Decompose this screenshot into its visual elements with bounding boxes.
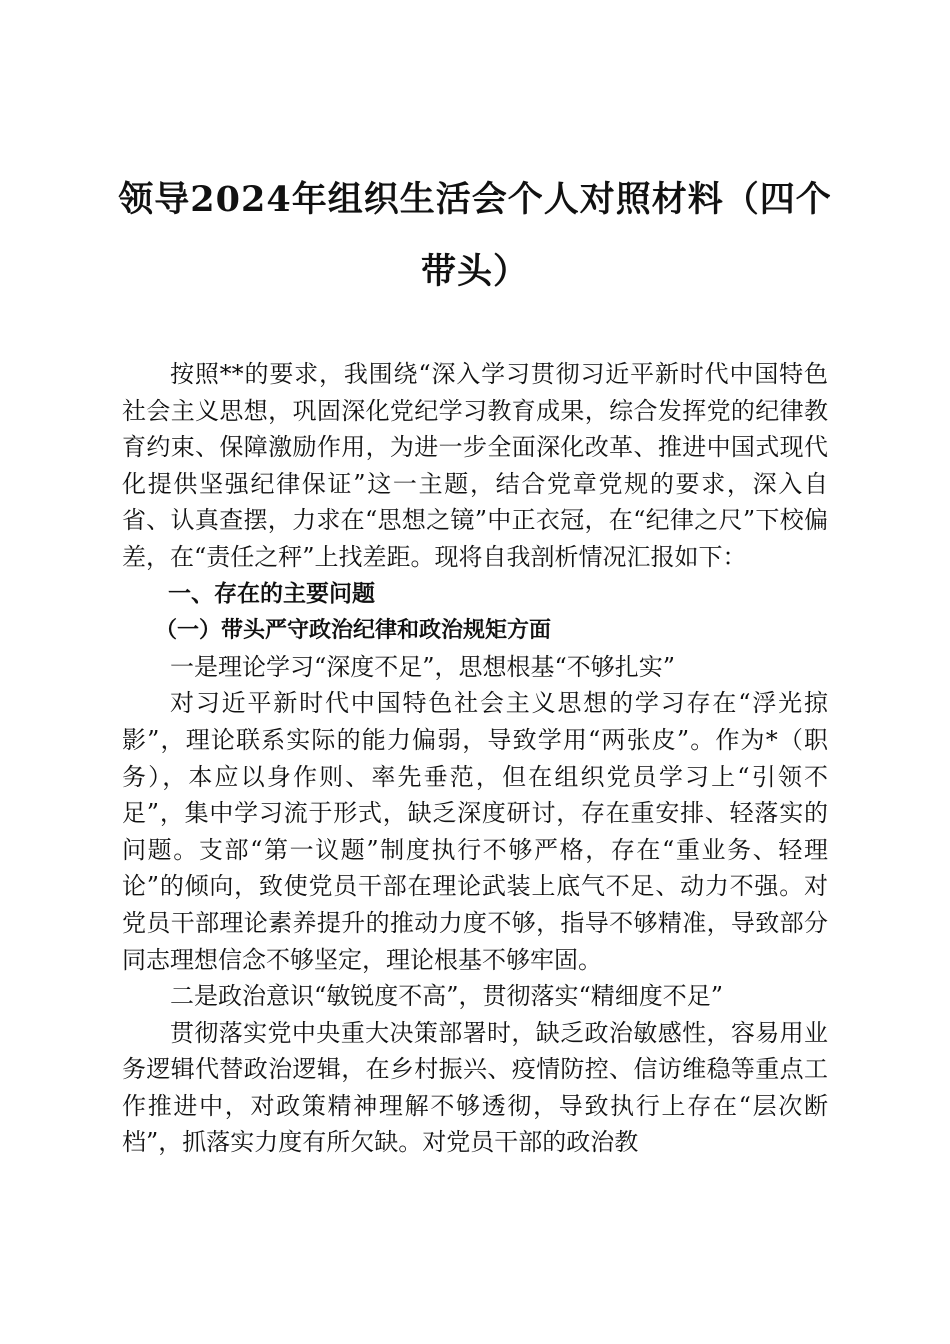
subsection-heading: （一）带头严守政治纪律和政治规矩方面 xyxy=(155,617,552,644)
title-line-2: 带头） xyxy=(420,251,529,292)
point-body-2: 贯彻落实党中央重大决策部署时，缺乏政治敏感性，容易用业务逻辑代替政治逻辑，在乡村振兴、疫情防控、信访维稳等重点工作推进中，对政策精神理解不够透彻，导致执行上存在“层次断档”，抓落实力度有所欠缺。对党员干部的政治教 xyxy=(122,1018,828,1157)
intro-paragraph: 按照**的要求，我围绕“深入学习贯彻习近平新时代中国特色社会主义思想，巩固深化党纪学习教育成果，综合发挥党的纪律教育约束、保障激励作用，为进一步全面深化改革、推进中国式现代化提供坚强纪律保证”这一主题，结合党章党规的要求，深入自省、认真查摆，力求在“思想之镜”中正衣冠，在“纪律之尺”下校偏差，在“责任之秤”上找差距。现将自我剖析情况汇报如下： xyxy=(122,360,828,571)
point-body-1: 对习近平新时代中国特色社会主义思想的学习存在“浮光掠影”，理论联系实际的能力偏弱，导致学用“两张皮”。作为*（职务），本应以身作则、率先垂范，但在组织党员学习上“引领不足”，集中学习流于形式，缺乏深度研讨，存在重安排、轻落实的问题。支部“第一议题”制度执行不够严格，存在“重业务、轻理论”的倾向，致使党员干部在理论武装上底气不足、动力不强。对党员干部理论素养提升的推动力度不够，指导不够精准，导致部分同志理想信念不够坚定，理论根基不够牢固。 xyxy=(122,689,828,974)
title-line-1: 领导2024年组织生活会个人对照材料（四个 xyxy=(118,179,832,220)
section-heading: 一、存在的主要问题 xyxy=(168,580,375,607)
document-body xyxy=(122,356,828,1161)
point-heading-2: 二是政治意识“敏锐度不高”，贯彻落实“精细度不足” xyxy=(170,982,724,1011)
point-heading-1: 一是理论学习“深度不足”，思想根基“不够扎实” xyxy=(170,652,676,681)
document-title xyxy=(100,164,850,308)
